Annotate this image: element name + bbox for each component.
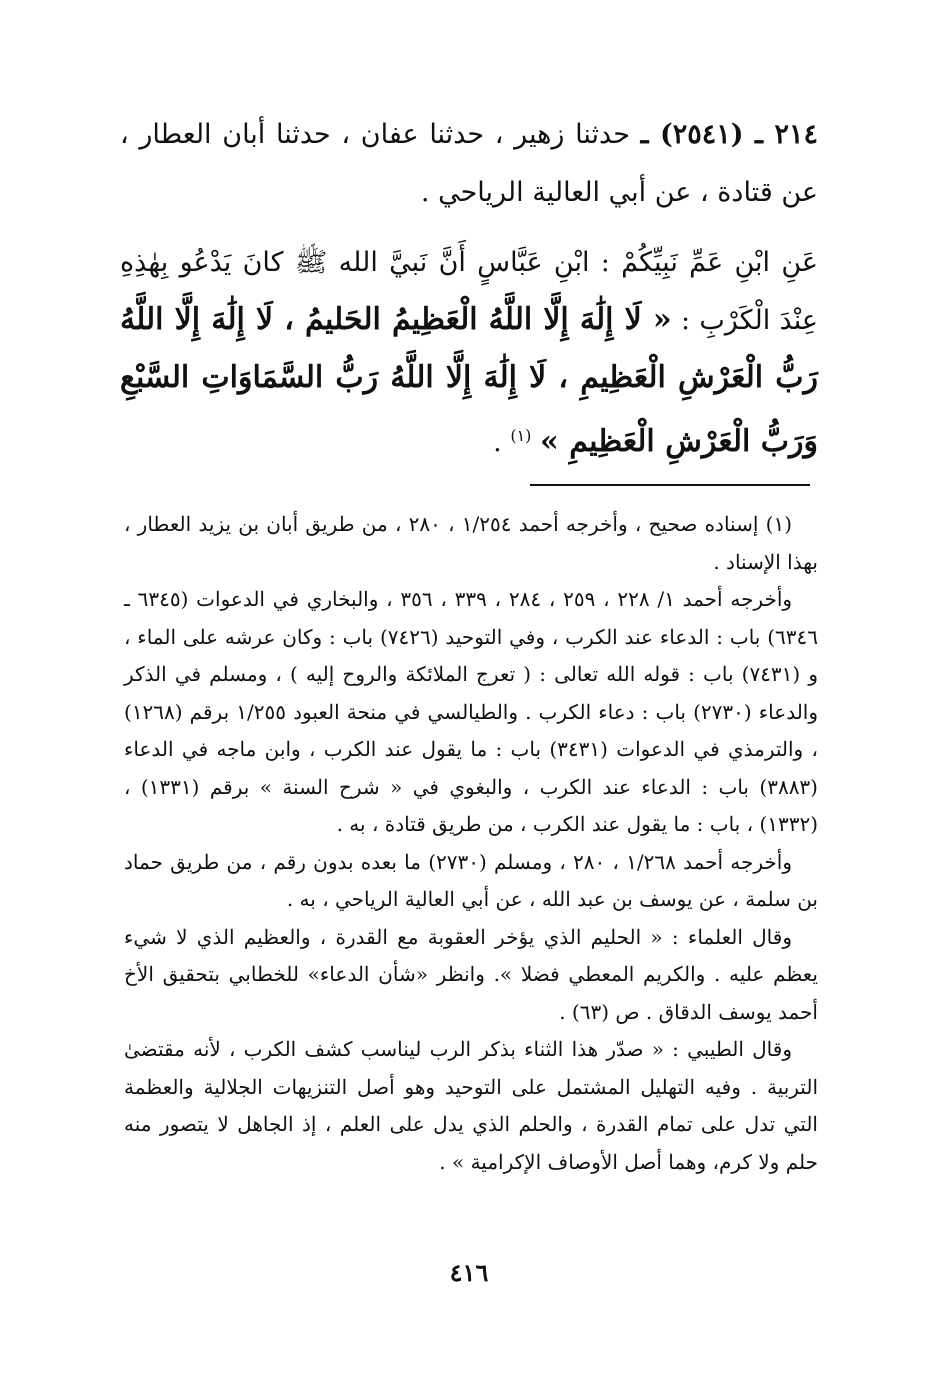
- page-number: ٤١٦: [449, 1258, 489, 1287]
- dua-text: « لَا إِلَٰهَ إِلَّا اللَّهُ الْعَظِيمُ الحَليمُ ، لَا إِلَٰهَ إِلَّا اللَّهُ رَبُّ الْعَرْشِ الْعَظِيمِ ، لَا إِلَٰهَ إِلَّا اللَّهُ رَبُّ السَّمَاوَاتِ السَّبْعِ وَرَبُّ الْعَرْشِ الْعَظِيمِ »: [120, 302, 818, 459]
- footnote-reference: (١): [510, 426, 532, 445]
- hadith-matn: [120, 234, 818, 471]
- footnote-paragraph: (١) إسناده صحيح ، وأخرجه أحمد ١/٢٥٤ ، ٢٨٠ ، من طريق أبان بن يزيد العطار ، بهذا الإسناد .: [124, 512, 818, 574]
- footnotes: [124, 506, 818, 1181]
- footnote-paragraph: وقال العلماء : « الحليم الذي يؤخر العقوبة مع القدرة ، والعظيم الذي لا شيء يعظم عليه . والكريم المعطي فضلا ». وانظر «شأن الدعاء» للخطابي بتحقيق الأخ أحمد يوسف الدقاق . ص (٦٣) .: [124, 924, 818, 1024]
- matn-intro: عَنِ ابْنِ عَمِّ نَبِيِّكُمْ : ابْنِ عَبَّاسٍ أَنَّ نَبيَّ الله ﷺ كانَ يَدْعُو بِهٰذِهِ عِنْدَ الْكَرْبِ :: [120, 247, 818, 336]
- footnote-paragraph: وأخرجه أحمد ١/٢٦٨ ، ٢٨٠ ، ومسلم (٢٧٣٠) ما بعده بدون رقم ، من طريق حماد بن سلمة ، عن يوسف بن عبد الله ، عن أبي العالية الرياحي ، به .: [124, 849, 818, 911]
- isnad-text: حدثنا زهير ، حدثنا عفان ، حدثنا أبان العطار ، عن قتادة ، عن أبي العالية الرياحي .: [120, 119, 818, 208]
- footnote-divider: [530, 484, 810, 486]
- hadith-isnad: [120, 106, 818, 222]
- matn-end: .: [493, 427, 502, 458]
- footnote-paragraph: وأخرجه أحمد ١/ ٢٢٨ ، ٢٥٩ ، ٢٨٤ ، ٣٣٩ ، ٣٥٦ ، والبخاري في الدعوات (٦٣٤٥ ـ ٦٣٤٦) باب : الدعاء عند الكرب ، وفي التوحيد (٧٤٢٦) باب : وكان عرشه على الماء ، و (٧٤٣١) باب : قوله الله تعالى : ( تعرج الملائكة والروح إليه ) ، ومسلم في الذكر والدعاء (٢٧٣٠) باب : دعاء الكرب . والطيالسي في منحة العبود ١/٢٥٥ برقم (١٢٦٨) ، والترمذي في الدعوات (٣٤٣١) باب : ما يقول عند الكرب ، وابن ماجه في الدعاء (٣٨٨٣) باب : الدعاء عند الكرب ، والبغوي في « شرح السنة » برقم (١٣٣١) ، (١٣٣٢) ، باب : ما يقول عند الكرب ، من طريق قتادة ، به .: [124, 587, 818, 836]
- hadith-number: ٢١٤ ـ (٢٥٤١) ـ: [640, 119, 818, 150]
- footnote-paragraph: وقال الطيبي : « صدّر هذا الثناء بذكر الرب ليناسب كشف الكرب ، لأنه مقتضىٰ التربية . وفيه التهليل المشتمل على التوحيد وهو أصل التنزيهات الجلالية والعظمة التي تدل على تمام القدرة ، والحلم الذي يدل على العلم ، إذ الجاهل لا يتصور منه حلم ولا كرم، وهما أصل الأوصاف الإكرامية » .: [124, 1037, 818, 1174]
